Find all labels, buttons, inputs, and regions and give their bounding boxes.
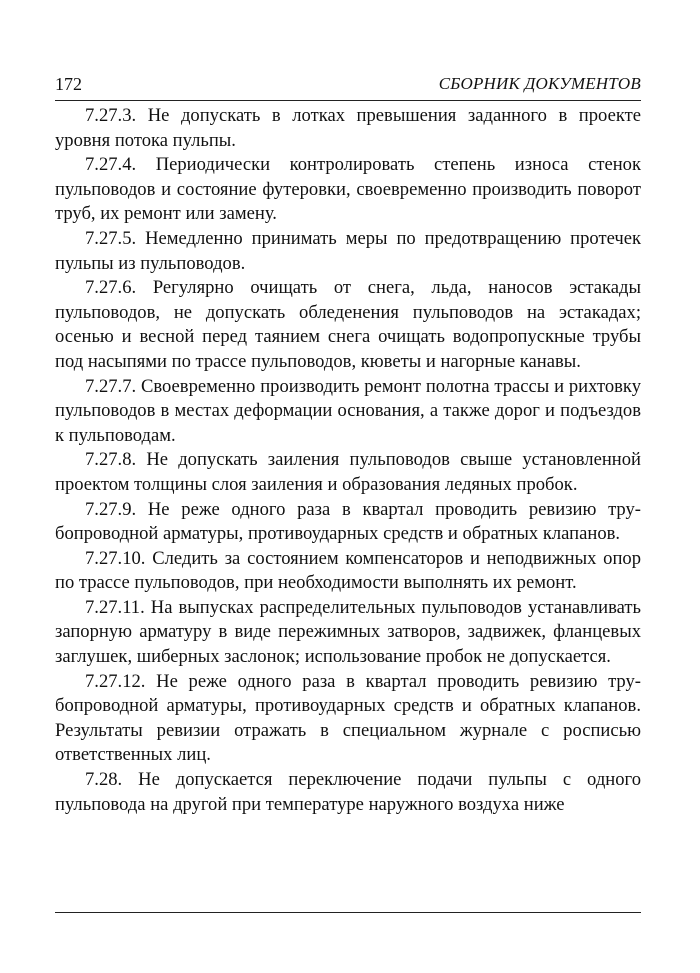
page-header	[55, 70, 641, 101]
body-text	[55, 104, 641, 817]
running-title: СБОРНИК ДОКУМЕНТОВ	[438, 74, 641, 93]
page-number: 172	[55, 74, 82, 94]
paragraph-7-28: 7.28. Не допускается переключение подачи пульпы с одного пульповода на другой при температуре наружного воздуха ниже	[55, 769, 641, 815]
paragraph-7-27-6: 7.27.6. Регулярно очищать от снега, льда, наносов эстакады пульповодов, не допускать обледенения пульповодов на эстакадах; осенью и весной перед таянием снега очищать водопропускные трубы под насыпями по трассе пульповодов, кюветы и нагорные канавы.	[55, 277, 641, 372]
paragraph-7-27-10: 7.27.10. Следить за состоянием компенсаторов и неподвижных опор по трассе пульповодов, при необходимости выполнять их ремонт.	[55, 547, 641, 594]
paragraph-7-27-4: 7.27.4. Периодически контролировать степень износа стенок пульповодов и состояние футеровки, своевременно производить поворот труб, их ремонт или замену.	[55, 154, 641, 225]
paragraph-7-27-11: 7.27.11. На выпусках распределительных пульповодов устанавливать запорную арматуру в виде пережимных затворов, задвижек, фланцевых заглушек, шиберных заслонок; использование пробок не допускается.	[55, 596, 641, 668]
paragraph-7-27-8: 7.27.8. Не допускать заиления пульповодов свыше установленной проектом толщины слоя заиления и образования ледяных пробок.	[55, 449, 641, 495]
paragraph-7-27-5: 7.27.5. Немедленно принимать меры по предотвращению протечек пульпы из пульповодов.	[55, 227, 641, 274]
bottom-rule	[55, 912, 641, 913]
paragraph-7-27-12: 7.27.12. Не реже одного раза в квартал проводить ревизию трубопроводной арматуры, противоударных средств и обратных клапанов. Результаты ревизии отражать в специальном журнале с росписью ответственных лиц.	[55, 670, 641, 766]
paragraph-7-27-3: 7.27.3. Не допускать в лотках превышения заданного в проекте уровня потока пульпы.	[55, 105, 641, 151]
paragraph-7-27-9: 7.27.9. Не реже одного раза в квартал проводить ревизию трубопроводной арматуры, противоударных средств и обратных клапанов.	[55, 498, 641, 545]
paragraph-7-27-7: 7.27.7. Своевременно производить ремонт полотна трассы и рихтовку пульповодов в местах деформации основания, а также дорог и подъездов к пульповодам.	[55, 375, 641, 446]
